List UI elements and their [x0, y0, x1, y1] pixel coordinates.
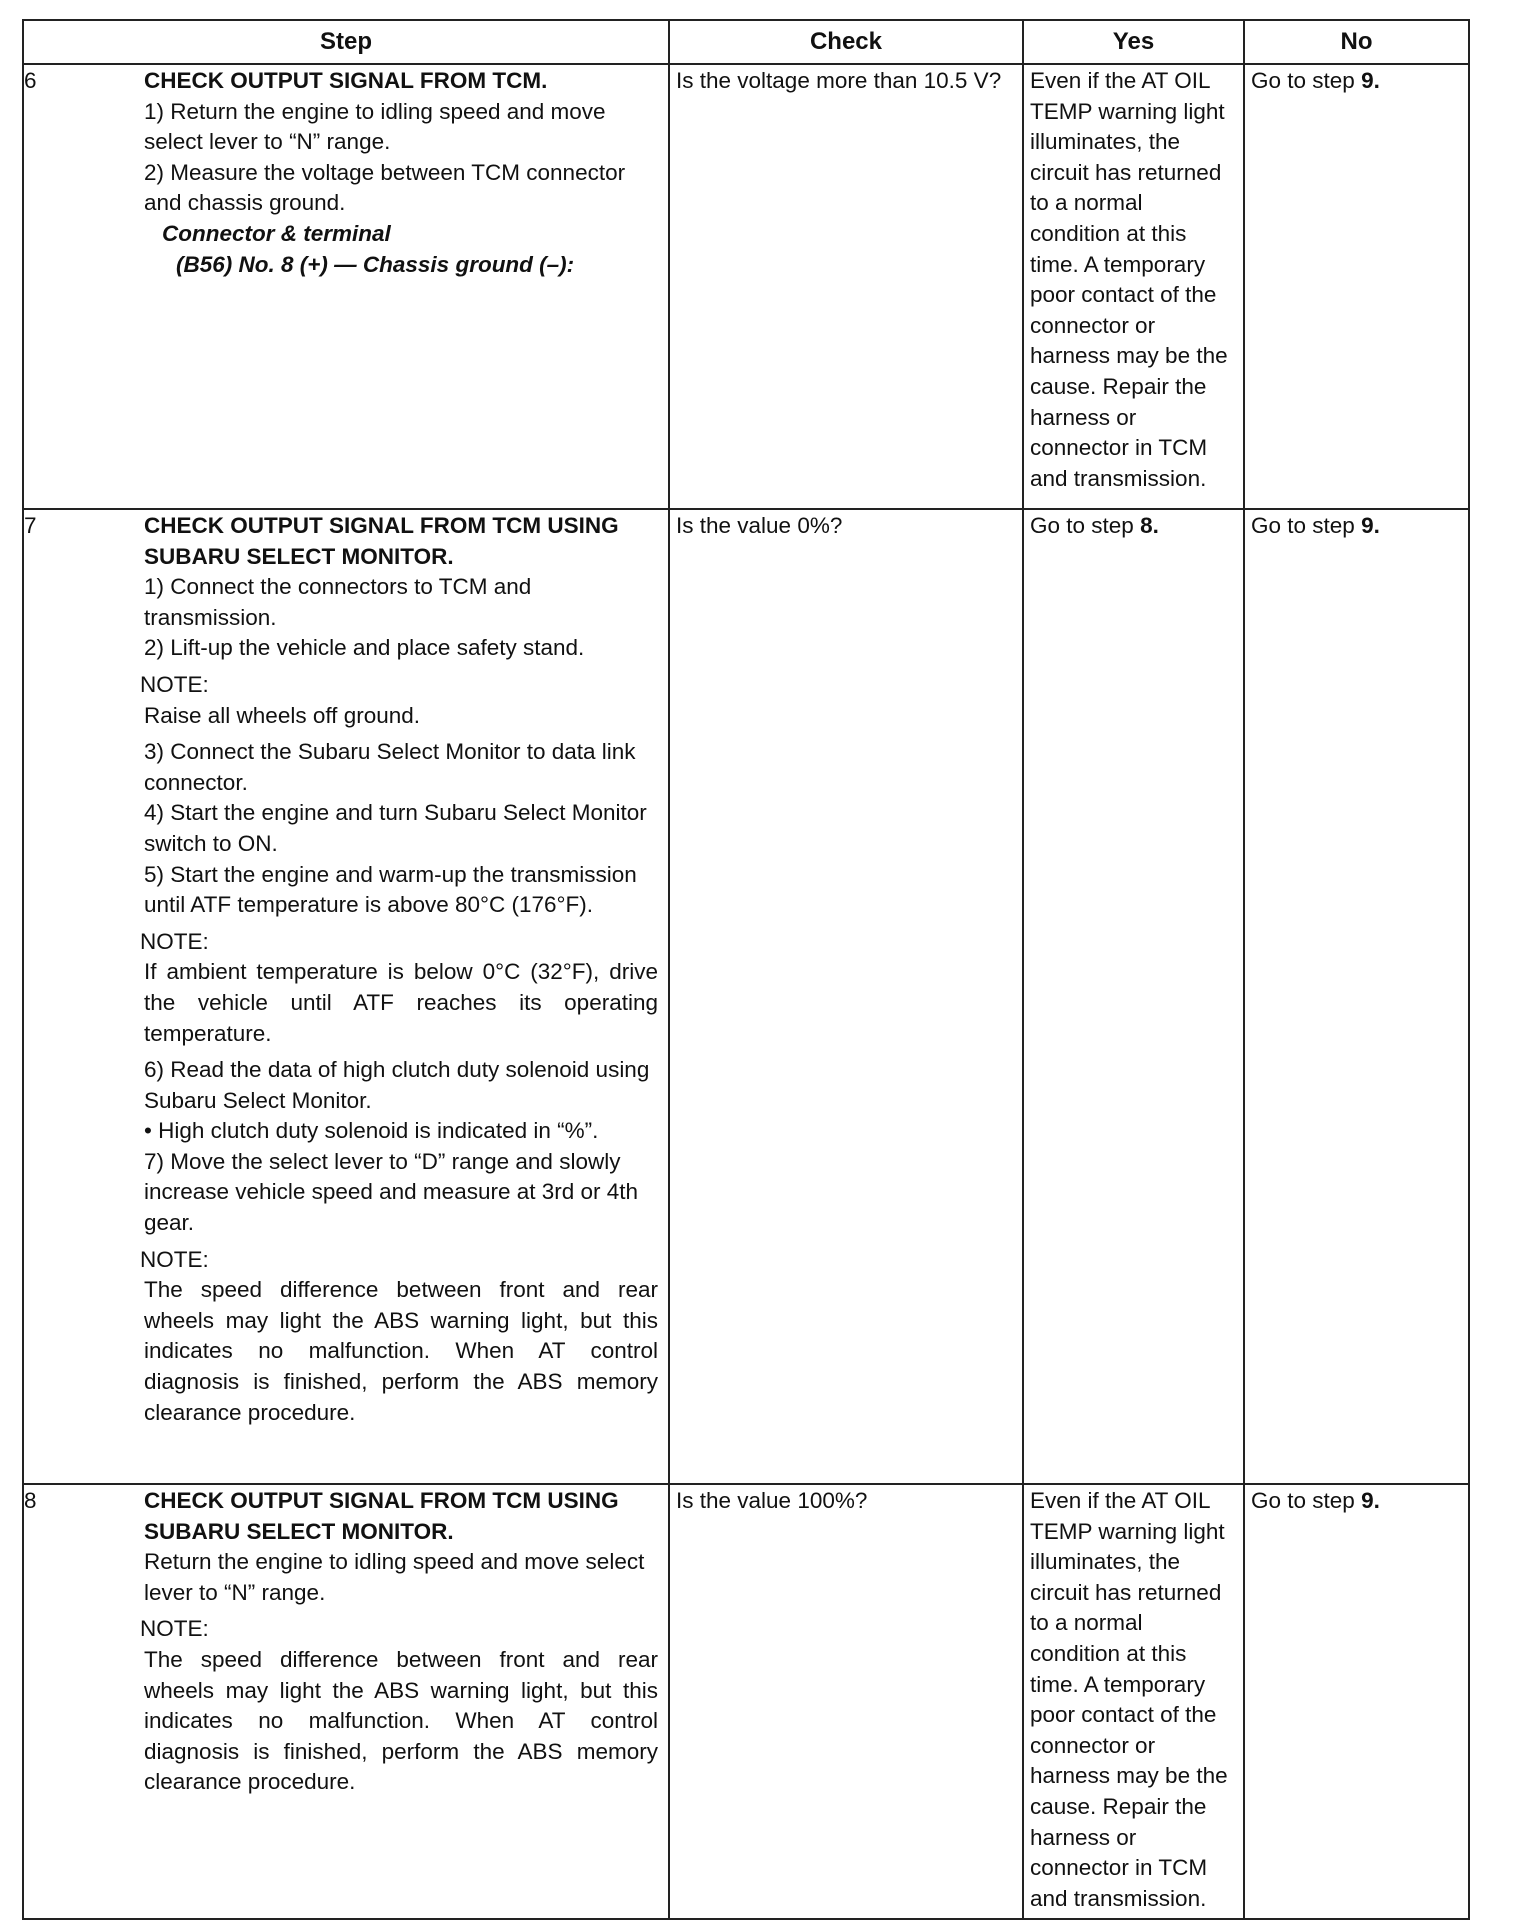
note-label: NOTE:: [140, 671, 209, 697]
step-instruction: Return the engine to idling speed and move select lever to “N” range.: [144, 1549, 645, 1605]
step-title: CHECK OUTPUT SIGNAL FROM TCM USING SUBARU SELECT MONITOR.: [144, 1488, 619, 1544]
yes-cell: [1023, 509, 1244, 1484]
goto-step-number: 8.: [1140, 513, 1159, 538]
goto-label: Go to step: [1030, 513, 1141, 538]
note-label: NOTE:: [140, 1246, 209, 1272]
table-row-step-6: [23, 64, 1469, 509]
note-text: Raise all wheels off ground.: [144, 702, 420, 728]
yes-cell: Even if the AT OIL TEMP warning light illuminates, the circuit has returned to a normal condition at this time. A temporary poor contact of the connector or harness may be the cause. Repair the harness or connector in TCM and transmission.: [1023, 64, 1244, 509]
bullet-item: • High clutch duty solenoid is indicated in “%”.: [144, 1118, 599, 1144]
step-cell: [23, 1484, 669, 1919]
no-cell: [1244, 509, 1469, 1484]
connector-title: Connector & terminal: [162, 220, 391, 246]
note-label: NOTE:: [140, 1616, 209, 1642]
step-instruction: 5) Start the engine and warm-up the transmission until ATF temperature is above 80°C (176°F).: [144, 861, 637, 918]
note-label: NOTE:: [140, 928, 209, 954]
header-yes: Yes: [1023, 20, 1244, 64]
step-instruction: 6) Read the data of high clutch duty solenoid using Subaru Select Monitor.: [144, 1057, 650, 1113]
header-step: Step: [23, 20, 669, 64]
goto-label: Go to step: [1251, 68, 1362, 93]
goto-step-number: 9.: [1361, 1488, 1380, 1513]
step-instruction: 1) Return the engine to idling speed and move select lever to “N” range.: [144, 98, 606, 155]
table-row-step-7: [23, 509, 1469, 1484]
goto-step-number: 9.: [1361, 513, 1380, 538]
check-cell: Is the voltage more than 10.5 V?: [669, 64, 1023, 509]
step-title: CHECK OUTPUT SIGNAL FROM TCM.: [144, 68, 548, 93]
step-instruction: 1) Connect the connectors to TCM and transmission.: [144, 574, 532, 630]
step-cell: [23, 64, 669, 509]
step-instruction: 2) Measure the voltage between TCM connector and chassis ground.: [144, 159, 626, 216]
goto-step-number: 9.: [1361, 68, 1380, 93]
check-cell: Is the value 100%?: [669, 1484, 1023, 1919]
step-instruction: 3) Connect the Subaru Select Monitor to data link connector.: [144, 739, 636, 795]
goto-label: Go to step: [1251, 513, 1362, 538]
diagnostic-table: [22, 19, 1470, 1920]
header-check: Check: [669, 20, 1023, 64]
step-number: 6: [24, 68, 37, 93]
step-number: 8: [24, 1488, 37, 1513]
step-instruction: 7) Move the select lever to “D” range and slowly increase vehicle speed and measure at 3rd or 4th gear.: [144, 1148, 639, 1236]
note-text: If ambient temperature is below 0°C (32°F), drive the vehicle until ATF reaches its operating temperature.: [144, 959, 658, 1046]
goto-label: Go to step: [1251, 1488, 1362, 1513]
check-cell: Is the value 0%?: [669, 509, 1023, 1484]
step-title: CHECK OUTPUT SIGNAL FROM TCM USING SUBARU SELECT MONITOR.: [144, 513, 619, 569]
no-cell: [1244, 1484, 1469, 1919]
note-text: The speed difference between front and rear wheels may light the ABS warning light, but this indicates no malfunction. When AT control diagnosis is finished, perform the ABS memory clearance procedure.: [144, 1277, 658, 1425]
header-no: No: [1244, 20, 1469, 64]
connector-terminal: (B56) No. 8 (+) — Chassis ground (–):: [176, 251, 575, 277]
table-row-step-8: [23, 1484, 1469, 1919]
step-cell: [23, 509, 669, 1484]
no-cell: [1244, 64, 1469, 509]
step-number: 7: [24, 513, 37, 538]
yes-cell: Even if the AT OIL TEMP warning light illuminates, the circuit has returned to a normal condition at this time. A temporary poor contact of the connector or harness may be the cause. Repair the harness or connector in TCM and transmission.: [1023, 1484, 1244, 1919]
step-instruction: 4) Start the engine and turn Subaru Select Monitor switch to ON.: [144, 800, 647, 856]
step-instruction: 2) Lift-up the vehicle and place safety stand.: [144, 635, 585, 661]
header-row: [23, 20, 1469, 64]
note-text: The speed difference between front and rear wheels may light the ABS warning light, but this indicates no malfunction. When AT control diagnosis is finished, perform the ABS memory clearance procedure.: [144, 1646, 658, 1795]
